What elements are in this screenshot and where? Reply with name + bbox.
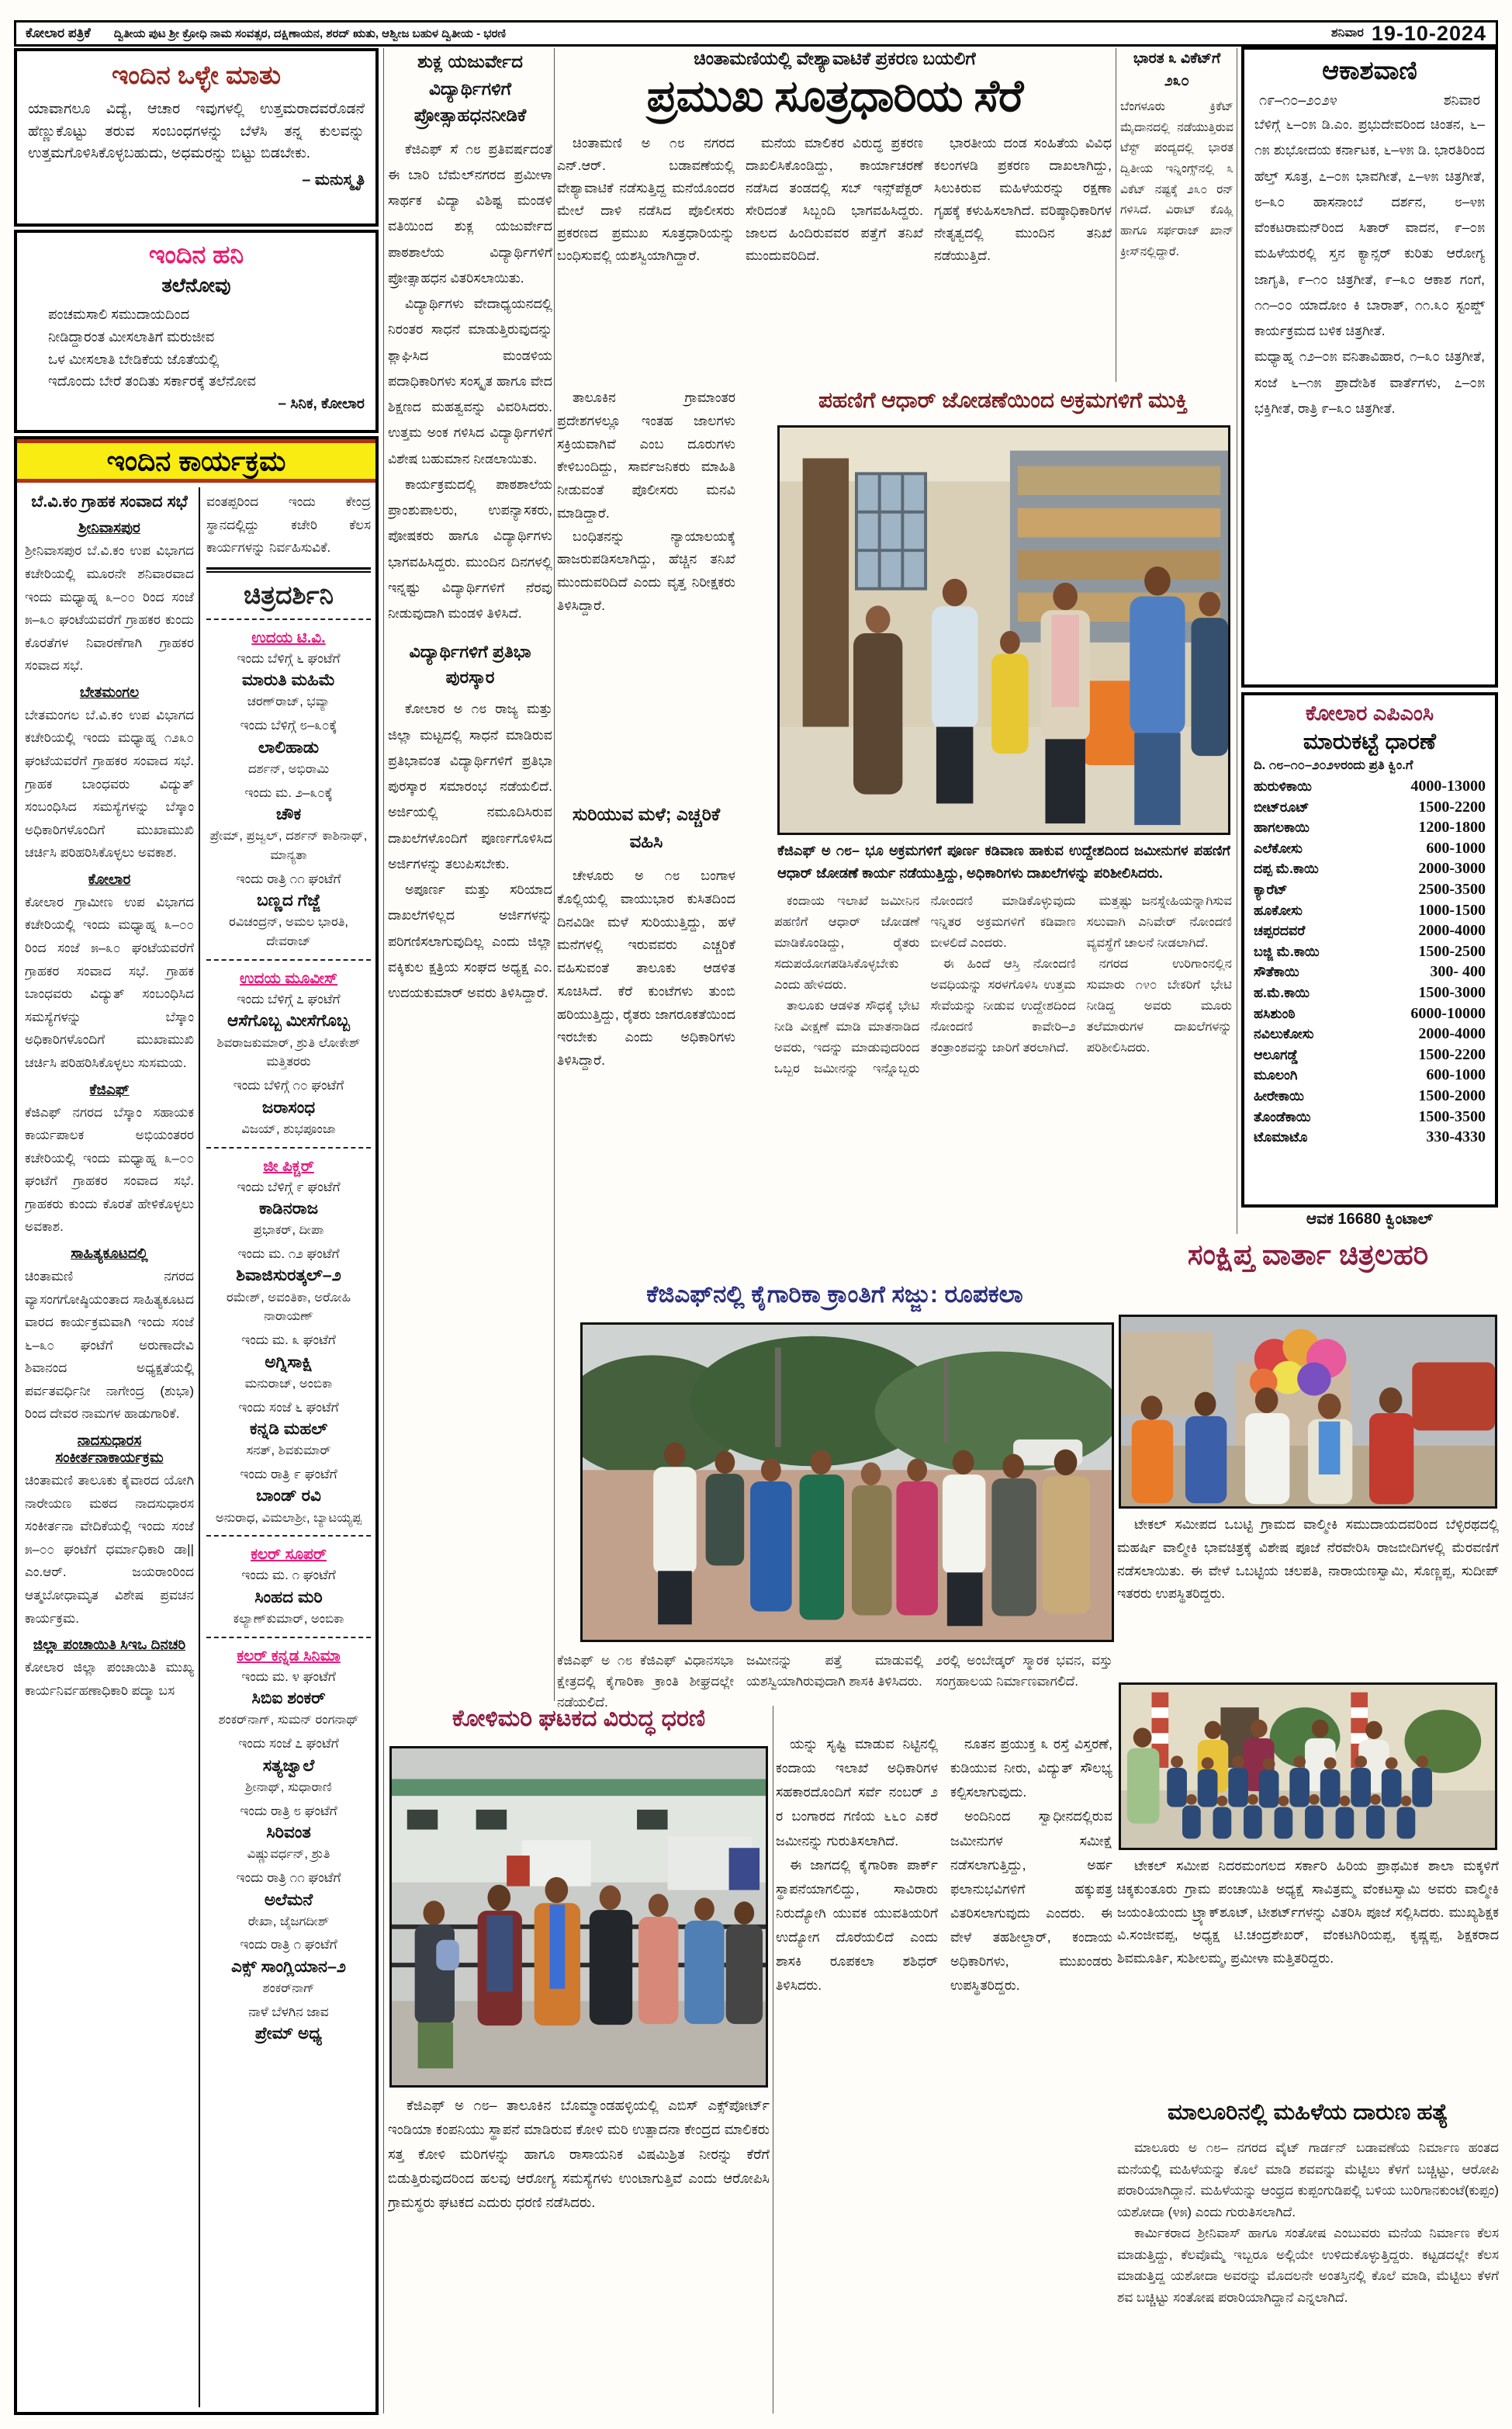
article-paragraph: ವಿದ್ಯಾರ್ಥಿಗಳು ವೇದಾಧ್ಯಯನದಲ್ಲಿ ನಿರಂತರ ಸಾಧನೆ ಮಾಡುತ್ತಿರುವುದನ್ನು ಶ್ಲಾಘಿಸಿದ ಮಂಡಳಿಯ ಪದಾಧಿಕಾರಿಗಳು ಸಂಸ್ಕೃತ ಹಾಗೂ ವೇದ ಶಿಕ್ಷಣದ ಮಹತ್ವವನ್ನು ವಿವರಿಸಿದರು. ಉತ್ತಮ ಅಂಕ ಗಳಿಸಿದ ವಿದ್ಯಾರ್ಥಿಗಳಿಗೆ ವಿಶೇಷ ಬಹುಮಾನ ನೀಡಲಾಯಿತು. xyxy=(388,296,552,466)
tv-show-cast: ಕಲ್ಯಾಣ್‌ಕುಮಾರ್, ಅಂಬಿಕಾ xyxy=(233,1612,344,1627)
commodity-price-range: 2500-3500 xyxy=(1418,880,1486,898)
programme-item xyxy=(25,1081,194,1239)
commodity-name: ಟೊಮಾಟೊ xyxy=(1254,1129,1308,1145)
radio-day: ಶನಿವಾರ xyxy=(1443,92,1480,108)
programme-item xyxy=(25,1432,194,1630)
market-rate-row xyxy=(1254,984,1486,1005)
programme-place: ಬೇತಮಂಗಲ xyxy=(79,683,140,700)
tv-show xyxy=(206,716,371,778)
commodity-price-range: 1500-3500 xyxy=(1418,1107,1486,1125)
article-paragraph: ಕೋಲಾರ ಅ ೧೮ ರಾಜ್ಯ ಮತ್ತು ಜಿಲ್ಲಾ ಮಟ್ಟದಲ್ಲಿ ಸಾಧನೆ ಮಾಡಿರುವ ಪ್ರತಿಭಾವಂತ ವಿದ್ಯಾರ್ಥಿಗಳಿಗೆ ಪ್ರತಿಭಾ ಪುರಸ್ಕಾರ ಸಮಾರಂಭ ನಡೆಯಲಿದೆ. ಅರ್ಜಿಯಲ್ಲಿ ನಮೂದಿಸಿರುವ ದಾಖಲೆಗಳೊಂದಿಗೆ ಪೂರ್ಣಗೊಳಿಸಿದ ಅರ್ಜಿಗಳನ್ನು ತಲುಪಿಸಬೇಕು. xyxy=(388,701,552,871)
briefs-para-school xyxy=(1117,1855,1499,2095)
verse-line: ನೀಡಿದ್ದಾರಂತ ಮೀಸಲಾತಿಗೆ ಮರುಜೀವ xyxy=(48,328,215,345)
programme-item xyxy=(25,871,194,1075)
tv-show-film: ಜರಾಸಂಧ xyxy=(261,1097,316,1117)
tv-show xyxy=(206,1935,371,1998)
tv-show-film: ಸಿರಿವಂತ xyxy=(266,1823,311,1842)
market-rate-row xyxy=(1254,778,1486,799)
tv-show xyxy=(206,1398,371,1461)
photo-valmiki-chariot xyxy=(1119,1315,1497,1509)
article-paragraph: ೨ರಲ್ಲಿ ಅಂಬೇಡ್ಕರ್ ಸ್ಮಾರಕ ಭವನ, ವಸ್ತು ಸಂಗ್ರಹಾಲಯ ನಿರ್ಮಾಣವಾಗಲಿದೆ. xyxy=(936,1653,1112,1689)
market-title-line2: ಮಾರುಕಟ್ಟೆ ಧಾರಣೆ xyxy=(1303,729,1437,754)
article-aadhaar-headline: ಪಹಣಿಗೆ ಆಧಾರ್ ಜೋಡಣೆಯಿಂದ ಅಕ್ರಮಗಳಿಗೆ ಮುಕ್ತಿ xyxy=(818,388,1188,412)
tv-show-film: ಬಾಂಡ್ ರವಿ xyxy=(256,1486,321,1506)
programme-detail: ಕೋಲಾರ ಜಿಲ್ಲಾ ಪಂಚಾಯಿತಿ ಮುಖ್ಯ ಕಾರ್ಯನಿರ್ವಹಣಾಧಿಕಾರಿ ಪದ್ಮಾ ಬಸ xyxy=(25,1660,194,1698)
tv-show-time: ಇಂದು ರಾತ್ರಿ ೧ ಘಂಟೆಗೆ xyxy=(240,1937,337,1953)
tv-show-time: ಇಂದು ಮ. ೨–೩೦ಕ್ಕೆ xyxy=(244,785,333,800)
tv-show-cast: ವಿಜಯ್, ಶುಭಪೂಂಜಾ xyxy=(241,1121,336,1136)
tv-show-time: ಇಂದು ಬೆಳಿಗ್ಗೆ ೬ ಘಂಟೆಗೆ xyxy=(237,650,341,666)
market-rate-row xyxy=(1254,881,1486,902)
article-paragraph: ಕೆಜಿಎಫ್ ಅ ೧೮– ತಾಲೂಕಿನ ಬೊಮ್ಮಾಂಡಹಳ್ಳಿಯಲ್ಲಿ ಎಬಿಸ್ ಎಕ್ಸ್‌ಪೋರ್ಟ್ ಇಂಡಿಯಾ ಕಂಪನಿಯು ಸ್ಥಾಪನೆ ಮಾಡಿರುವ ಕೋಳಿ ಮರಿ ಉತ್ಪಾದನಾ ಕೇಂದ್ರದ ಮಾಲಿಕರು ಸತ್ತ ಕೋಳಿ ಮರಿಗಳನ್ನು ಹಾಗೂ ರಾಸಾಯನಿಕ ವಿಷಮಿಶ್ರಿತ ನೀರನ್ನು ಕೆರೆಗೆ ಬಿಡುತ್ತಿರುವುದರಿಂದ ಹಲವು ಆರೋಗ್ಯ ಸಮಸ್ಯೆಗಳು ಉಂಟಾಗುತ್ತಿವೆ ಎಂದು ಆರೋಪಿಸಿ ಗ್ರಾಮಸ್ಥರು ಘಟಕದ ಎದುರು ಧರಣಿ ನಡೆಸಿದರು. xyxy=(388,2098,770,2211)
article-paragraph: ತಾಲೂಕಿನ ಗ್ರಾಮಾಂತರ ಪ್ರದೇಶಗಳಲ್ಲೂ ಇಂತಹ ಜಾಲಗಳು ಸಕ್ರಿಯವಾಗಿವೆ ಎಂಬ ದೂರುಗಳು ಕೇಳಿಬಂದಿದ್ದು, ಸಾರ್ವಜನಿಕರು ಮಾಹಿತಿ ನೀಡುವಂತೆ ಪೊಲೀಸರು ಮನವಿ ಮಾಡಿದ್ದಾರೆ. xyxy=(557,390,735,521)
good-word-byline: – ಮನುಸ್ಮೃತಿ xyxy=(302,171,365,189)
good-word-title: ಇಂದಿನ ಒಳ್ಳೇ ಮಾತು xyxy=(111,61,282,89)
market-title-line1: ಕೋಲಾರ ಎಪಿಎಂಸಿ xyxy=(1305,702,1434,725)
commodity-name: ಹಸಿಶುಂಠಿ xyxy=(1254,1005,1296,1021)
tv-channel xyxy=(206,1637,371,2046)
briefs-para-chariot xyxy=(1117,1513,1499,1678)
tv-guide-title: ಚಿತ್ರದರ್ಶಿನಿ xyxy=(244,580,334,609)
commodity-price-range: 1000-1500 xyxy=(1418,901,1486,919)
tv-show-film: ಆಸೆಗೊಬ್ಬ ಮೀಸೆಗೊಬ್ಬ xyxy=(227,1011,350,1031)
tv-show xyxy=(206,1868,371,1931)
tv-show xyxy=(206,783,371,865)
tv-show-film: ಪ್ರೇಮ್ ಅಧ್ಯ xyxy=(254,2024,323,2043)
daily-verse-byline: – ಸಿನಿಕ, ಕೋಲಾರ xyxy=(278,396,365,413)
article-paragraph: ಅಂದಿನಿಂದ ಸ್ವಾಧೀನದಲ್ಲಿರುವ ಜಮೀನುಗಳ ಸಮೀಕ್ಷೆ ನಡೆಸಲಾಗುತ್ತಿದ್ದು, ಅರ್ಹ ಫಲಾನುಭವಿಗಳಿಗೆ ಹಕ್ಕುಪತ್ರ ವಿತರಿಸಲಾಗುವುದು ಎಂದರು. ಈ ವೇಳೆ ತಹಶೀಲ್ದಾರ್, ಕಂದಾಯ ಅಧಿಕಾರಿಗಳು, ಮುಖಂಡರು ಉಪಸ್ಥಿತರಿದ್ದರು. xyxy=(950,1808,1112,1994)
commodity-price-range: 1500-2200 xyxy=(1418,798,1486,816)
commodity-name: ಬೀಟ್‌ರೂಟ್ xyxy=(1254,799,1310,815)
article-paragraph: ಟೇಕಲ್ ಸಮೀಪ ನಿದರಮಂಗಲದ ಸರ್ಕಾರಿ ಹಿರಿಯ ಪ್ರಾಥಮಿಕ ಶಾಲಾ ಮಕ್ಕಳಿಗೆ ಚಿಕ್ಕಕುಂತೂರು ಗ್ರಾಮ ಪಂಚಾಯಿತಿ ಅಧ್ಯಕ್ಷೆ ಸಾವಿತ್ರಮ್ಮ ವೆಂಕಟಸ್ವಾಮಿ ಅವರು ವಾಲ್ಮೀಕಿ ಜಯಂತಿಯಂದು ಟ್ರ್ಯಾಕ್‌ಶೂಟ್, ಟೀಶರ್ಟ್‌ಗಳನ್ನು ವಿತರಿಸಿ ಪೂಜೆ ಸಲ್ಲಿಸಿದರು. ಮುಖ್ಯಶಿಕ್ಷಕ ವಿ.ಸಂಜೀವಪ್ಪ, ಅಧ್ಯಕ್ಷ ಟಿ.ಚಂದ್ರಶೇಖರ್, ವೆಂಕಟಗಿರಿಯಪ್ಪ, ಕೃಷ್ಣಪ್ಪ, ಶಿಕ್ಷಕರಾದ ಶಿವಮೂರ್ತಿ, ಸುಶೀಲಮ್ಮ, ಪ್ರಮೀಳಾ ಮತ್ತಿತರಿದ್ದರು. xyxy=(1117,1858,1499,1966)
commodity-price-range: 1500-3000 xyxy=(1418,983,1486,1001)
commodity-price-range: 330-4330 xyxy=(1426,1128,1486,1146)
tv-channel xyxy=(206,1147,371,1528)
tv-show-film: ಅಲೆಮನೆ xyxy=(264,1890,313,1909)
programmes-header-bar xyxy=(17,439,375,483)
market-rate-row xyxy=(1254,943,1486,964)
tv-show-film: ಲಾಲಿಹಾಡು xyxy=(258,737,320,757)
commodity-price-range: 2000-3000 xyxy=(1418,860,1486,878)
article-kicker: ಚಿಂತಾಮಣಿಯಲ್ಲಿ ವೇಶ್ಯಾವಾಟಿಕೆ ಪ್ರಕರಣ ಬಯಲಿಗೆ xyxy=(694,48,976,68)
tv-channel xyxy=(206,1535,371,1628)
market-rate-row xyxy=(1254,1005,1486,1026)
tv-channel-name: ಕಲರ್ ಸೂಪರ್ xyxy=(251,1546,327,1564)
weekday: ಶನಿವಾರ xyxy=(1330,26,1364,40)
programmes-list xyxy=(25,490,194,2406)
programme-place: ಶ್ರೀನಿವಾಸಪುರ xyxy=(78,519,140,536)
programme-detail: ಚಿಂತಾಮಣಿ ತಾಲೂಕು ಕೈವಾರದ ಯೋಗಿ ನಾರೇಯಣ ಮಠದ ನಾದಸುಧಾರಸ ಸಂಕೀರ್ತನಾ ವೇದಿಕೆಯಲ್ಲಿ ಇಂದು ಸಂಜೆ ೫–೦೦ ಘಂಟೆಗೆ ಧರ್ಮಾಧಿಕಾರಿ ಡಾ|| ಎಂ.ಆರ್. ಜಯರಾಂರಿಂದ ಆತ್ಮಬೋಧಾಮೃತ ವಿಶೇಷ ಪ್ರವಚನ ಕಾರ್ಯಕ್ರಮ. xyxy=(25,1473,194,1626)
tv-show xyxy=(206,1565,371,1628)
tv-show-film: ಕನ್ನಡಿ ಮಹಲ್ xyxy=(249,1419,328,1439)
tv-show-film: ಸಿಂಹದ ಮರಿ xyxy=(254,1587,323,1606)
tv-show-film: ಸಿಬಿಐ ಶಂಕರ್ xyxy=(251,1689,326,1708)
market-rate-row xyxy=(1254,1066,1486,1087)
market-rate-row xyxy=(1254,902,1486,923)
programme-item xyxy=(25,519,194,677)
commodity-name: ಎಲೆಕೋಸು xyxy=(1254,840,1303,856)
programme-place: ಕೆಜಿಎಫ್ xyxy=(89,1080,130,1097)
radio-schedule-paragraph: ಬೆಳಿಗ್ಗೆ ೬–೦೫ ಡಿ.ಎಂ. ಪ್ರಭುದೇವರಿಂದ ಚಿಂತನ, ೬–೧೫ ಶುಭೋದಯ ಕರ್ನಾಟಕ, ೬–೪೫ ಡಿ. ಭಾರತಿರಿಂದ ಹೆಲ್ತ್ ಸೂತ್ರ, ೭–೦೫ ಭಾವಗೀತೆ, ೭–೪೫ ಚಿತ್ರಗೀತೆ, ೮–೩೦ ಹಾಸನಾಂಬೆ ದರ್ಶನ, ೮–೪೫ ವೆಂಕಟರಾಮನ್‌ರಿಂದ ಸಿತಾರ್ ವಾದನ, ೯–೦೫ ಮಹಿಳೆಯರಲ್ಲಿ ಸ್ತನ ಕ್ಯಾನ್ಸರ್ ಕುರಿತು ಆರೋಗ್ಯ ಜಾಗೃತಿ, ೯–೧೦ ಚಿತ್ರಗೀತೆ, ೯–೩೦ ಆಕಾಶ ಗಂಗೆ, ೧೧–೦೦ ಯಾದೋಂ ಕಿ ಬಾರಾತ್, ೧೧.೩೦ ಸ್ಟಂಪ್ಡ್ ಕಾರ್ಯಕ್ರಮದ ಬಳಿಕ ಚಿತ್ರಗೀತೆ. xyxy=(1254,116,1485,338)
tv-show-film: ಎಕ್ಸ್ ಸಾಂಗ್ಲಿಯಾನ–೨ xyxy=(231,1956,346,1976)
market-rate-row xyxy=(1254,1128,1486,1149)
programme-place: ನಾದಸುಧಾರಸ ಸಂಕೀರ್ತನಾಕಾರ್ಯಕ್ರಮ xyxy=(55,1432,164,1466)
article-kgf-body xyxy=(776,1732,1112,2413)
article-kgf-headline: ಕೆಜಿಎಫ್‌ನಲ್ಲಿ ಕೈಗಾರಿಕಾ ಕ್ರಾಂತಿಗೆ ಸಜ್ಜು: ರೂಪಕಲಾ xyxy=(646,1280,1023,1308)
column-rule xyxy=(554,48,555,1701)
tv-show xyxy=(206,1076,371,1138)
daily-verse-subtitle: ತಲೆನೋವು xyxy=(161,275,231,296)
tv-show xyxy=(206,2002,371,2046)
tv-channel-name: ಕಲರ್ ಕನ್ನಡ ಸಿನಿಮಾ xyxy=(237,1647,341,1665)
tv-show xyxy=(206,869,371,951)
article-headline-main: ಪ್ರಮುಖ ಸೂತ್ರಧಾರಿಯ ಸೆರೆ xyxy=(646,71,1023,121)
radio-schedule-paragraph: ಮಧ್ಯಾಹ್ನ ೧೨–೦೫ ವನಿತಾವಿಹಾರ, ೧–೩೦ ಚಿತ್ರಗೀತೆ, ಸಂಜೆ ೬–೧೫ ಪ್ರಾದೇಶಿಕ ವಾರ್ತೆಗಳು, ೭–೦೫ ಭಕ್ತಿಗೀತೆ, ರಾತ್ರಿ ೯–೩೦ ಚಿತ್ರಗೀತೆ. xyxy=(1254,348,1485,416)
market-rate-row xyxy=(1254,963,1486,984)
tv-show-cast: ಅನುರಾಧ, ವಿಮಲಾಶ್ರೀ, ಬ್ಯಾಟಯ್ಯಪ್ಪ xyxy=(215,1510,362,1525)
commodity-name: ನವಿಲುಕೋಸು xyxy=(1254,1026,1314,1042)
market-rate-row xyxy=(1254,922,1486,943)
masthead xyxy=(14,20,1498,47)
commodity-name: ಹೀರೇಕಾಯಿ xyxy=(1254,1087,1304,1104)
tv-show xyxy=(206,989,371,1072)
tv-show-cast: ಮನುರಾಜ್, ಅಂಬಿಕಾ xyxy=(244,1376,333,1391)
article-paragraph: ನಗರದ ಉರಿಗಾಂನಲ್ಲಿನ ಸುಮಾರು ೧೪೦ ಬೇಕರಿಗೆ ಭೇಟಿ ನೀಡಿದ್ದ ಅವರು ಮೂರು ತಲೆಮಾರುಗಳ ದಾಖಲೆಗಳನ್ನು ಪರಿಶೀಲಿಸಿದರು. xyxy=(1086,957,1232,1055)
programme-item xyxy=(25,684,194,865)
tv-show-film: ಮಾರುತಿ ಮಹಿಮೆ xyxy=(241,670,336,690)
tv-show-time: ಇಂದು ಮ. ೩ ಘಂಟೆಗೆ xyxy=(241,1332,336,1348)
tv-show-time: ಇಂದು ರಾತ್ರಿ ೮ ಘಂಟೆಗೆ xyxy=(240,1803,337,1818)
commodity-price-range: 600-1000 xyxy=(1426,1066,1486,1084)
programme-continuation: ವಂತಪ್ಪರಿಂದ ಇಂದು ಕೇಂದ್ರ ಸ್ಥಾನದಲ್ಲಿದ್ದು ಕಚೇರಿ ಕೆಲಸ ಕಾರ್ಯಗಳನ್ನು ನಿರ್ವಹಿಸುವಿಕೆ. xyxy=(206,494,371,556)
tv-show-film: ಶಿವಾಜಿಸುರತ್ಕಲ್–೨ xyxy=(236,1266,341,1285)
article-paragraph: ಕಂದಾಯ ಇಲಾಖೆ ಜಮೀನಿನ ಪಹಣಿಗೆ ಆಧಾರ್ ಜೋಡಣೆ ಮಾಡಿಕೊಂಡಿದ್ದು, ರೈತರು ಸದುಪಯೋಗಪಡಿಸಿಕೊಳ್ಳಬೇಕು ಎಂದು ಹೇಳಿದರು. xyxy=(774,894,920,993)
article-main-arrest xyxy=(557,48,1112,383)
tv-show-cast: ವಿಷ್ಣುವರ್ಧನ್, ಶ್ರುತಿ xyxy=(247,1847,330,1862)
tv-show-time: ಇಂದು ಬೆಳಿಗ್ಗೆ ೯ ಘಂಟೆಗೆ xyxy=(237,1179,341,1194)
article-poultry-body xyxy=(388,2094,770,2413)
photo-school-tracksuits xyxy=(1119,1682,1497,1850)
tv-show-time: ಇಂದು ರಾತ್ರಿ ೧೧ ಘಂಟೆಗೆ xyxy=(236,1870,341,1886)
radio-schedule-box xyxy=(1241,47,1498,688)
programme-place: ಜಿಲ್ಲಾ ಪಂಚಾಯಿತಿ ಸಿಇಒ ದಿನಚರಿ xyxy=(33,1636,186,1653)
programme-detail: ಕೋಲಾರ ಗ್ರಾಮೀಣ ಉಪ ವಿಭಾಗದ ಕಚೇರಿಯಲ್ಲಿ ಇಂದು ಮಧ್ಯಾಹ್ನ ೩–೦೦ ರಿಂದ ಸಂಜೆ ೫–೩೦ ಘಂಟೆಯವರೆಗೆ ಗ್ರಾಹಕರ ಸಂವಾದ ಸಭೆ. ಗ್ರಾಹಕ ಬಾಂಧವರು ವಿದ್ಯುತ್ ಸಂಬಂಧಿಸಿದ ಸಮಸ್ಯೆಗಳನ್ನು ಬೆಸ್ಕಾಂ ಅಧಿಕಾರಿಗಳೊಂದಿಗೆ ಮುಖಾಮುಖಿ ಚರ್ಚಿಸಿ ಪರಿಹರಿಸಿಕೊಳ್ಳಲು ಸುಸಮಯ. xyxy=(25,894,194,1070)
commodity-price-range: 2000-4000 xyxy=(1418,922,1486,940)
article-main-continuation xyxy=(557,386,735,796)
photo-caption-aadhaar: ಕೆಜಿಎಫ್ ಅ ೧೮– ಭೂ ಅಕ್ರಮಗಳಿಗೆ ಪೂರ್ಣ ಕಡಿವಾಣ ಹಾಕುವ ಉದ್ದೇಶದಿಂದ ಜಮೀನುಗಳ ಪಹಣಿಗೆ ಆಧಾರ್ ಜೋಡಣೆ ಕಾರ್ಯ ನಡೆಯುತ್ತಿದ್ದು, ಅಧಿಕಾರಿಗಳು ದಾಖಲೆಗಳನ್ನು ಪರಿಶೀಲಿಸಿದರು. xyxy=(777,843,1230,881)
commodity-price-range: 6000-10000 xyxy=(1410,1004,1486,1022)
commodity-name: ಹುರುಳಿಕಾಯಿ xyxy=(1254,778,1312,794)
programme-item xyxy=(25,1636,194,1702)
commodity-price-range: 1500-2500 xyxy=(1418,942,1486,960)
tv-show-time: ಇಂದು ಮ. ೧ ಘಂಟೆಗೆ xyxy=(241,1568,336,1583)
article-column-text: ಮನೆಯ ಮಾಲಿಕರ ವಿರುದ್ಧ ಪ್ರಕರಣ ದಾಖಲಿಸಿಕೊಂಡಿದ್ದು, ಕಾರ್ಯಾಚರಣೆ ನಡೆಸಿದ ತಂಡದಲ್ಲಿ ಸಬ್ ಇನ್ಸ್‌ಪೆಕ್ಟರ್ ಸೇರಿದಂತೆ ಸಿಬ್ಬಂದಿ ಭಾಗವಹಿಸಿದ್ದರು. ಜಾಲದ ಹಿಂದಿರುವವರ ಪತ್ತೆಗೆ ತನಿಖೆ ಮುಂದುವರಿದಿದೆ. xyxy=(746,135,923,264)
article-paragraph: ಕಾರ್ಯಕ್ರಮದಲ್ಲಿ ಪಾಠಶಾಲೆಯ ಪ್ರಾಂಶುಪಾಲರು, ಉಪನ್ಯಾಸಕರು, ಪೋಷಕರು ಹಾಗೂ ವಿದ್ಯಾರ್ಥಿಗಳು ಭಾಗವಹಿಸಿದ್ದರು. ಮುಂದಿನ ದಿನಗಳಲ್ಲಿ ಇನ್ನಷ್ಟು ವಿದ್ಯಾರ್ಥಿಗಳಿಗೆ ನೆರವು ನೀಡುವುದಾಗಿ ಮಂಡಳಿ ತಿಳಿಸಿದೆ. xyxy=(388,476,552,621)
tv-show-cast: ಸನತ್, ಶಿವಕುಮಾರ್ xyxy=(246,1443,331,1458)
tv-show-film: ಚೌಕ xyxy=(275,805,302,824)
market-rates-box xyxy=(1241,692,1498,1208)
commodity-name: ಆಲೂಗಡ್ಡೆ xyxy=(1254,1046,1299,1062)
tv-show-cast: ರಮೇಶ್, ಅವಂತಿಕಾ, ಅರೋಹಿ ನಾರಾಯಣ್ xyxy=(226,1290,351,1324)
article-paragraph: ಕೆಜಿಎಫ್ ಅ ೧೮ ಕೆಜಿಎಫ್ ವಿಧಾನಸಭಾ ಕ್ಷೇತ್ರದಲ್ಲಿ ಕೈಗಾರಿಕಾ ಕ್ರಾಂತಿ ಶೀಘ್ರದಲ್ಲೇ ನಡೆಯಲಿದೆ. xyxy=(557,1653,734,1710)
market-rate-row xyxy=(1254,860,1486,881)
article-column-text: ಭಾರತೀಯ ದಂಡ ಸಂಹಿತೆಯ ವಿವಿಧ ಕಲಂಗಳಡಿ ಪ್ರಕರಣ ದಾಖಲಾಗಿದ್ದು, ಸಿಲುಕಿರುವ ಮಹಿಳೆಯರನ್ನು ರಕ್ಷಣಾ ಗೃಹಕ್ಕೆ ಕಳುಹಿಸಲಾಗಿದೆ. ವರಿಷ್ಠಾಧಿಕಾರಿಗಳ ನೇತೃತ್ವದಲ್ಲಿ ಮುಂದಿನ ತನಿಖೆ ನಡೆಯುತ್ತಿದೆ. xyxy=(934,135,1112,264)
tv-show-film: ಬಣ್ಣದ ಗೆಜ್ಜೆ xyxy=(257,891,320,910)
tv-show xyxy=(206,1734,371,1797)
daily-verse-title: ಇಂದಿನ ಹನಿ xyxy=(148,241,244,269)
commodity-name: ಹ.ಮೆ.ಕಾಯಿ xyxy=(1254,984,1310,1000)
article-column-text: ಚಿಂತಾಮಣಿ ಅ ೧೮ ನಗರದ ಎನ್.ಆರ್. ಬಡಾವಣೆಯಲ್ಲಿ ವೇಶ್ಯಾವಾಟಿಕೆ ನಡೆಸುತ್ತಿದ್ದ ಮನೆಯೊಂದರ ಮೇಲೆ ದಾಳಿ ನಡೆಸಿದ ಪೊಲೀಸರು ಪ್ರಕರಣದ ಪ್ರಮುಖ ಸೂತ್ರಧಾರಿಯನ್ನು ಬಂಧಿಸುವಲ್ಲಿ ಯಶಸ್ವಿಯಾಗಿದ್ದಾರೆ. xyxy=(557,135,735,264)
tv-show-time: ಇಂದು ರಾತ್ರಿ ೯ ಘಂಟೆಗೆ xyxy=(240,1466,337,1481)
tv-show xyxy=(206,1244,371,1326)
article-poultry-headline: ಕೋಳಿಮರಿ ಘಟಕದ ವಿರುದ್ಧ ಧರಣಿ xyxy=(452,1706,706,1731)
tv-show-time: ನಾಳೆ ಬೆಳಗಿನ ಜಾವ xyxy=(248,2004,329,2019)
article-paragraph: ಟೇಕಲ್ ಸಮೀಪದ ಒಬಟ್ಟಿ ಗ್ರಾಮದ ವಾಲ್ಮೀಕಿ ಸಮುದಾಯದವರಿಂದ ಬೆಳ್ಳಿರಥದಲ್ಲಿ ಮಹರ್ಷಿ ವಾಲ್ಮೀಕಿ ಭಾವಚಿತ್ರಕ್ಕೆ ವಿಶೇಷ ಪೂಜೆ ನೆರವೇರಿಸಿ ರಾಜಬೀದಿಗಳಲ್ಲಿ ಮೆರವಣಿಗೆ ನಡೆಸಲಾಯಿತು. ಈ ವೇಳೆ ಒಬಟ್ಟಿಯ ಚಲಪತಿ, ನಾರಾಯಣಸ್ವಾಮಿ, ಸೊಣ್ಣಪ್ಪ, ಸುದೀಪ್ ಇತರರು ಉಪಸ್ಥಿತರಿದ್ದರು. xyxy=(1117,1516,1499,1602)
programmes-title: ಇಂದಿನ ಕಾರ್ಯಕ್ರಮ xyxy=(106,444,286,476)
market-dateline: ದಿ. ೧೮–೧೦–೨೦೨೪ರಂದು ಪ್ರತಿ ಕ್ವಿಂ.ಗೆ xyxy=(1254,758,1413,772)
programme-detail: ಕೆಜಿಎಫ್ ನಗರದ ಬೆಸ್ಕಾಂ ಸಹಾಯಕ ಕಾರ್ಯಪಾಲಕ ಅಭಿಯಂತರರ ಕಚೇರಿಯಲ್ಲಿ ಇಂದು ಮಧ್ಯಾಹ್ನ ೩–೦೦ ಘಂಟೆಗೆ ಗ್ರಾಹಕರ ಸಂವಾದ ಸಭೆ. ಗ್ರಾಹಕರು ಕುಂದು ಕೊರತೆ ಹೇಳಿಕೊಳ್ಳಲು ಅವಕಾಶ. xyxy=(25,1104,194,1235)
programme-detail: ಬೇತಮಂಗಲ ಬೆ.ವಿ.ಕಂ ಉಪ ವಿಭಾಗದ ಕಚೇರಿಯಲ್ಲಿ ಇಂದು ಮಧ್ಯಾಹ್ನ ೧೨೩೦ ಘಂಟೆಯವರೆಗೆ ಗ್ರಾಹಕರ ಸಂವಾದ ಸಭೆ. ಗ್ರಾಹಕ ಬಾಂಧವರು ವಿದ್ಯುತ್ ಸಂಬಂಧಿಸಿದ ಸಮಸ್ಯೆಗಳನ್ನು ಬೆಸ್ಕಾಂ ಅಧಿಕಾರಿಗಳೊಂದಿಗೆ ಮುಖಾಮುಖಿ ಚರ್ಚಿಸಿ ಪರಿಹರಿಸಿಕೊಳ್ಳಲು ಅವಕಾಶ. xyxy=(25,707,194,861)
almanac-line: ದ್ವಿತೀಯ ಪುಟ ಶ್ರೀ ಕ್ರೋಧಿ ನಾಮ ಸಂವತ್ಸರ, ದಕ್ಷಿಣಾಯನ, ಶರದ್ ಋತು, ಆಶ್ವೀಜ ಬಹುಳ ದ್ವಿತೀಯ - ಭರಣಿ xyxy=(113,26,507,40)
commodity-price-range: 1500-2000 xyxy=(1418,1086,1486,1104)
photo-aadhaar-record-room xyxy=(777,425,1230,835)
column-rule xyxy=(383,48,384,2413)
tv-channel-name: ಉದಯ ಟಿ.ವಿ. xyxy=(251,629,326,646)
article-paragraph: ತಾಲೂಕು ಆಡಳಿತ ಸೌಧಕ್ಕೆ ಭೇಟಿ ನೀಡಿ ವೀಕ್ಷಣೆ ಮಾಡಿ ಮಾತನಾಡಿದ ಅವರು, ಇದನ್ನು ಮಾಡುವುದರಿಂದ ಒಬ್ಬರ ಜಮೀನನ್ನು ಇನ್ನೊಬ್ಬರು ನೋಂದಣಿ ಮಾಡಿಕೊಳ್ಳುವುದು ಇನ್ನಿತರ ಅಕ್ರಮಗಳಿಗೆ ಕಡಿವಾಣ ಬೀಳಲಿದೆ ಎಂದರು. xyxy=(774,894,1076,1076)
commodity-name: ಹಾಗಲಕಾಯಿ xyxy=(1254,819,1310,836)
programme-detail: ಶ್ರೀನಿವಾಸಪುರ ಬೆ.ವಿ.ಕಂ ಉಪ ವಿಭಾಗದ ಕಚೇರಿಯಲ್ಲಿ ಮೂರನೇ ಶನಿವಾರವಾದ ಇಂದು ಮಧ್ಯಾಹ್ನ ೩–೦೦ ರಿಂದ ಸಂಜೆ ೫–೩೦ ಘಂಟೆಯವರೆಗೆ ಗ್ರಾಹಕರ ಕುಂದು ಕೊರತೆಗಳ ನಿವಾರಣೆಗಾಗಿ ಗ್ರಾಹಕರ ಸಂವಾದ ಸಭೆ. xyxy=(25,543,194,674)
tv-show xyxy=(206,1177,371,1240)
market-rate-row xyxy=(1254,840,1486,861)
commodity-price-range: 600-1000 xyxy=(1426,839,1486,857)
article-paragraph: ಚೇಳೂರು ಅ ೧೮ ಬಂಗಾಳ ಕೊಲ್ಲಿಯಲ್ಲಿ ವಾಯುಭಾರ ಕುಸಿತದಿಂದ ದಿನವಿಡೀ ಮಳೆ ಸುರಿಯುತ್ತಿದ್ದು, ಹಳೆ ಮನೆಗಳಲ್ಲಿ ಇರುವವರು ಎಚ್ಚರಿಕೆ ವಹಿಸುವಂತೆ ತಾಲೂಕು ಆಡಳಿತ ಸೂಚಿಸಿದೆ. ಕೆರೆ ಕುಂಟೆಗಳು ತುಂಬಿ ಹರಿಯುತ್ತಿದ್ದು, ರೈತರು ಜಾಗರೂಕತೆಯಿಂದ ಇರಬೇಕು ಎಂದು ಅಧಿಕಾರಿಗಳು ತಿಳಿಸಿದ್ದಾರೆ. xyxy=(557,868,735,1068)
market-rate-row xyxy=(1254,1087,1486,1108)
daily-verse-box xyxy=(14,230,379,433)
commodity-price-range: 1200-1800 xyxy=(1418,819,1486,837)
commodity-price-range: 4000-13000 xyxy=(1410,778,1486,795)
tv-show-cast: ಪ್ರಭಾಕರ್, ದೀಪಾ xyxy=(253,1223,324,1238)
commodity-price-range: 1500-2200 xyxy=(1418,1045,1486,1063)
commodity-name: ಕ್ಯಾರೆಟ್ xyxy=(1254,881,1288,897)
commodity-price-range: 300- 400 xyxy=(1430,963,1486,981)
programme-place: ಕೋಲಾರ xyxy=(88,870,131,887)
article-paragraph: ಕೆಜಿಎಫ್ ಸೆ ೧೮ ಪ್ರತಿವರ್ಷದಂತೆ ಈ ಬಾರಿ ಬೆಮೆಲ್‌ನಗರದ ಪ್ರಮೀಳಾ ಸಾರ್ಥಕ ವಿದ್ಯಾ ವಿಶಿಷ್ಟ ಮಂಡಳಿ ವತಿಯಿಂದ ಶುಕ್ಲ ಯಜುರ್ವೇದ ಪಾಠಶಾಲೆಯ ವಿದ್ಯಾರ್ಥಿಗಳಿಗೆ ಪ್ರೋತ್ಸಾಹಧನ ವಿತರಿಸಲಾಯಿತು. xyxy=(388,140,552,286)
article-paragraph: ಮಾಲೂರು ಅ ೧೮– ನಗರದ ವೈಟ್ ಗಾರ್ಡನ್ ಬಡಾವಣೆಯ ನಿರ್ಮಾಣ ಹಂತದ ಮನೆಯಲ್ಲಿ ಮಹಿಳೆಯನ್ನು ಕೊಲೆ ಮಾಡಿ ಶವವನ್ನು ಮೆಟ್ಟಿಲು ಕೆಳಗೆ ಬಚ್ಚಿಟ್ಟು, ಆರೋಪಿ ಪರಾರಿಯಾಗಿದ್ದಾನೆ. ಮಹಿಳೆಯನ್ನು ಆಂಧ್ರದ ಕುಪ್ಪಂಗುಡಿಪಲ್ಲಿ ಬಳಿಯ ಬುರಿಗಾನಕುಂಟೆ(ಕುಪ್ಪಂ) ಯಶೋದಾ (೪೫) ಎಂದು ಗುರುತಿಸಲಾಗಿದೆ. xyxy=(1117,2140,1499,2219)
double-rule xyxy=(206,567,371,573)
paper-name: ಕೋಲಾರ ಪತ್ರಿಕೆ xyxy=(26,26,91,40)
tv-show xyxy=(206,1801,371,1864)
tv-show xyxy=(206,649,371,712)
article-paragraph: ಬಂಧಿತನನ್ನು ನ್ಯಾಯಾಲಯಕ್ಕೆ ಹಾಜರುಪಡಿಸಲಾಗಿದ್ದು, ಹೆಚ್ಚಿನ ತನಿಖೆ ಮುಂದುವರಿದಿದೆ ಎಂದು ವೃತ್ತ ನಿರೀಕ್ಷಕರು ತಿಳಿಸಿದ್ದಾರೆ. xyxy=(557,528,735,613)
commodity-name: ಹೂಕೋಸು xyxy=(1254,902,1303,918)
tv-show-cast: ಶ್ರೀನಾಥ್, ಸುಧಾರಾಣಿ xyxy=(245,1779,332,1794)
tv-show xyxy=(206,1667,371,1730)
commodity-name: ಚಪ್ಪರದವರೆ xyxy=(1254,923,1306,939)
tv-show xyxy=(206,1330,371,1393)
programme-detail: ಚಿಂತಾಮಣಿ ನಗರದ ವ್ಯಾಸಂಗಗೋಷ್ಠಿಯಂತಾದ ಸಾಹಿತ್ಯಕೂಟದ ವಾರದ ಕಾರ್ಯಕ್ರಮವಾಗಿ ಇಂದು ಸಂಜೆ ೬–೩೦ ಘಂಟೆಗೆ ಅರುಣಾದೇವಿ ಶಿವಾನಂದ ಅಧ್ಯಕ್ಷತೆಯಲ್ಲಿ ಪರ್ವತವರ್ಧಿನೀ ನಾಗೇಂದ್ರ (ಶುಭಾ) ರಿಂದ ದೇವರ ನಾಮಗಳ ಹಾಡುಗಾರಿಕೆ. xyxy=(25,1269,194,1422)
article-rain-body xyxy=(557,865,735,1234)
issue-date: 19-10-2024 xyxy=(1371,21,1486,45)
tv-show-cast: ಪ್ರೇಮ್, ಪ್ರಜ್ವಲ್, ದರ್ಶನ್ ಕಾಶಿನಾಥ್, ಮಾನ್ಯತಾ xyxy=(209,829,368,862)
tv-show-time: ಇಂದು ಮ. ೪ ಘಂಟೆಗೆ xyxy=(241,1668,336,1684)
commodity-name: ತೊಂಡೆಕಾಯಿ xyxy=(1254,1108,1311,1124)
tv-show xyxy=(206,1464,371,1527)
tv-show-cast: ಶಿವರಾಜಕುಮಾರ್, ಶ್ರುತಿ ಲೋಕೇಶ್ ಮತ್ತಿತರರು xyxy=(216,1035,361,1069)
article-paragraph: ಈ ಜಾಗದಲ್ಲಿ ಕೈಗಾರಿಕಾ ಪಾರ್ಕ್ ಸ್ಥಾಪನೆಯಾಗಲಿದ್ದು, ಸಾವಿರಾರು ನಿರುದ್ಯೋಗಿ ಯುವಕ ಯುವತಿಯರಿಗೆ ಉದ್ಯೋಗ ದೊರೆಯಲಿದೆ ಎಂದು ಶಾಸಕಿ ರೂಪಕಲಾ ಶಶಿಧರ್ ತಿಳಿಸಿದರು. xyxy=(776,1856,938,1994)
market-arrival-total: ಆವಕ 16680 ಕ್ವಿಂಟಾಲ್ xyxy=(1306,1211,1434,1228)
tv-show-time: ಇಂದು ಬೆಳಿಗ್ಗೆ ೮–೩೦ಕ್ಕೆ xyxy=(240,718,337,733)
radio-title: ಆಕಾಶವಾಣಿ xyxy=(1322,56,1417,85)
radio-date: ೧೯–೧೦–೨೦೨೪ xyxy=(1259,92,1337,108)
article-malur-body xyxy=(1117,2137,1499,2417)
cricket-body: ಬೆಂಗಳೂರು ಕ್ರಿಕೆಟ್ ಮೈದಾನದಲ್ಲಿ ನಡೆಯುತ್ತಿರುವ ಟೆಸ್ಟ್ ಪಂದ್ಯದಲ್ಲಿ ಭಾರತ ದ್ವಿತೀಯ ಇನ್ನಿಂಗ್ಸ್‌ನಲ್ಲಿ ೩ ವಿಕೆಟ್ ನಷ್ಟಕ್ಕೆ ೨೩೦ ರನ್ ಗಳಿಸಿದೆ. ವಿರಾಟ್ ಕೊಹ್ಲಿ ಹಾಗೂ ಸರ್ಫರಾಜ್ ಖಾನ್ ಕ್ರೀಸ್‌ನಲ್ಲಿದ್ದಾರೆ. xyxy=(1120,100,1233,258)
market-rate-row xyxy=(1254,1108,1486,1129)
tv-show-time: ಇಂದು ಸಂಜೆ ೭ ಘಂಟೆಗೆ xyxy=(238,1736,339,1752)
article-paragraph: ನೂತನ ಪ್ರಯುಕ್ತ ೩ ರಸ್ತೆ ವಿಸ್ತರಣೆ, ಕುಡಿಯುವ ನೀರು, ವಿದ್ಯುತ್ ಸೌಲಭ್ಯ ಕಲ್ಪಿಸಲಾಗುವುದು. xyxy=(950,1736,1112,1800)
tv-show-cast: ಚರಣ್‌ರಾಜ್, ಭವ್ಯಾ xyxy=(247,695,330,709)
tv-show-cast: ರೇಖಾ, ಜೈಜಗದೀಶ್ xyxy=(247,1914,330,1928)
article-rain-headline: ಸುರಿಯುವ ಮಳೆ; ಎಚ್ಚರಿಕೆ ವಹಿಸಿ xyxy=(572,804,721,851)
article-subhead: ವಿದ್ಯಾರ್ಥಿಗಳಿಗೆ ಪ್ರತಿಭಾ ಪುರಸ್ಕಾರ xyxy=(409,642,531,688)
tv-channel-name: ಉದಯ ಮೂವೀಸ್ xyxy=(240,969,337,987)
article-shukla-yajurveda xyxy=(388,48,552,1703)
tv-show-time: ಇಂದು ಬೆಳಿಗ್ಗೆ ೭ ಘಂಟೆಗೆ xyxy=(237,991,341,1007)
article-headline: ಶುಕ್ಲ ಯಜುರ್ವೇದ ವಿದ್ಯಾರ್ಥಿಗಳಿಗೆ ಪ್ರೋತ್ಸಾಹಧನನೀಡಿಕೆ xyxy=(413,51,527,125)
good-word-box xyxy=(14,48,379,227)
article-paragraph: ಈ ಹಿಂದೆ ಆಸ್ತಿ ನೋಂದಣಿ ಅವಧಿಯನ್ನು ಸರಳಗೊಳಿಸಿ ಉತ್ತಮ ಸೇವೆಯನ್ನು ನೀಡುವ ಉದ್ದೇಶದಿಂದ ನೋಂದಣಿ ಕಾವೇರಿ–೨ ತಂತ್ರಾಂಶವನ್ನು ಜಾರಿಗೆ ತರಲಾಗಿದೆ. xyxy=(930,957,1076,1055)
article-cricket-brief xyxy=(1120,48,1233,383)
market-rate-row xyxy=(1254,799,1486,819)
photo-kgf-officials xyxy=(580,1322,1114,1642)
article-paragraph: ಜಮೀನನ್ನು ಪತ್ತೆ ಮಾಡುವಲ್ಲಿ ಯಶಸ್ವಿಯಾಗಿರುವುದಾಗಿ ಶಾಸಕಿ ತಿಳಿಸಿದರು. xyxy=(746,1653,923,1689)
verse-line: ಪಂಚಮಸಾಲಿ ಸಮುದಾಯದಿಂದ xyxy=(48,307,190,322)
market-rate-row xyxy=(1254,1046,1486,1067)
commodity-name: ದಪ್ಪ ಮೆ.ಕಾಯಿ xyxy=(1254,861,1319,877)
tv-show-cast: ಶಂಕರ್‌ನಾಗ್, ಸುಮನ್ ರಂಗನಾಥ್ xyxy=(218,1713,359,1727)
verse-line: ಇದೊಂದು ಬೇರೆ ತಂದಿತು ಸರ್ಕಾರಕ್ಕೆ ತಲೆನೋವ xyxy=(48,373,256,390)
commodity-price-range: 2000-4000 xyxy=(1418,1025,1486,1043)
tv-channel-name: ಜೀ ಪಿಕ್ಚರ್ xyxy=(263,1157,314,1175)
commodity-name: ಮೂಲಂಗಿ xyxy=(1254,1067,1298,1083)
article-paragraph: ಯನ್ನು ಸೃಷ್ಟಿ ಮಾಡುವ ನಿಟ್ಟಿನಲ್ಲಿ ಕಂದಾಯ ಇಲಾಖೆ ಅಧಿಕಾರಿಗಳ ಸಹಕಾರದೊಂದಿಗೆ ಸರ್ವೆ ನಂಬರ್ ೨ ರ ಬಂಗಾರದ ಗಣಿಯ ೬೬೦ ಎಕರೆ ಜಮೀನನ್ನು ಗುರುತಿಸಲಾಗಿದೆ. xyxy=(776,1736,938,1849)
commodity-name: ಸೌತೆಕಾಯಿ xyxy=(1254,964,1299,980)
market-rate-row xyxy=(1254,1025,1486,1046)
article-malur-headline: ಮಾಲೂರಿನಲ್ಲಿ ಮಹಿಳೆಯ ದಾರುಣ ಹತ್ಯೆ xyxy=(1168,2100,1448,2125)
tv-show-film: ಅಗ್ನಿಸಾಕ್ಷಿ xyxy=(265,1352,313,1371)
good-word-body: ಯಾವಾಗಲೂ ವಿದ್ಯೆ, ಆಚಾರ ಇವುಗಳಲ್ಲಿ ಉತ್ತಮರಾದವರೊಡನೆ ಹೆಣ್ಣುಕೊಟ್ಟು ತರುವ ಸಂಬಂಧಗಳನ್ನು ಬೆಳೆಸಿ ತನ್ನ ಕುಲವನ್ನು ಉತ್ತಮಗೊಳಿಸಿಕೊಳ್ಳಬಹುದು, ಅಧಮರನ್ನು ಬಿಟ್ಟು ಬಿಡಬೇಕು. xyxy=(28,101,365,161)
market-rate-row xyxy=(1254,819,1486,840)
todays-programmes-box xyxy=(14,436,379,2415)
article-aadhaar-body xyxy=(774,891,1232,1234)
tv-show-time: ಇಂದು ಬೆಳಿಗ್ಗೆ ೧೦ ಘಂಟೆಗೆ xyxy=(233,1078,344,1093)
tv-show-cast: ಶಂಕರ್‌ನಾಗ್ xyxy=(262,1981,315,1996)
verse-lines xyxy=(28,303,365,393)
briefs-headline: ಸಂಕ್ಷಿಪ್ತ ವಾರ್ತಾ ಚಿತ್ರಲಹರಿ xyxy=(1187,1239,1429,1270)
programme-place: ಸಾಹಿತ್ಯಕೂಟದಲ್ಲಿ xyxy=(71,1245,148,1261)
article-paragraph: ಕಾರ್ಮಿಕರಾದ ಶ್ರೀನಿವಾಸ್ ಹಾಗೂ ಸಂತೋಷ ಎಂಬುವರು ಮನೆಯ ನಿರ್ಮಾಣ ಕೆಲಸ ಮಾಡುತ್ತಿದ್ದು, ಕೆಲವೊಮ್ಮೆ ಇಬ್ಬರೂ ಅಲ್ಲಿಯೇ ಉಳಿದುಕೊಳ್ಳುತ್ತಿದ್ದರು. ಕಟ್ಟಡದಲ್ಲೇ ಕೆಲಸ ಮಾಡುತ್ತಿದ್ದ ಯಶೋದಾ ಅವರನ್ನು ಮೊದಲನೇ ಅಂತಸ್ತಿನಲ್ಲಿ ಕೊಲೆ ಮಾಡಿ, ಮೆಟ್ಟಿಲು ಕೆಳಗೆ ಶವ ಬಚ್ಚಿಟ್ಟು ಸಂತೋಷ ಪರಾರಿಯಾಗಿದ್ದಾನೆ ಎನ್ನಲಾಗಿದೆ. xyxy=(1117,2226,1499,2305)
photo-poultry-protest xyxy=(389,1746,768,2088)
tv-channel xyxy=(206,619,371,951)
tv-show-film: ಸತ್ಯಜ್ವಾಲೆ xyxy=(262,1755,315,1775)
tv-show-film: ಕಾಡಿನರಾಜ xyxy=(258,1199,319,1218)
cricket-score-lede: ಭಾರತ ೩ ವಿಕೆಟ್‌ಗೆ ೨೩೦ xyxy=(1133,50,1221,89)
tv-show-cast: ದರ್ಶನ್, ಅಭಿರಾಮಿ xyxy=(247,761,330,776)
tv-show-cast: ರವಿಚಂದ್ರನ್, ಅಮಲ ಭಾರತಿ, ದೇವರಾಜ್ xyxy=(228,915,349,949)
tv-guide xyxy=(206,490,371,2406)
tv-show-time: ಇಂದು ರಾತ್ರಿ ೧೧ ಘಂಟೆಗೆ xyxy=(236,871,341,886)
tv-channel xyxy=(206,959,371,1139)
programmes-divider xyxy=(199,487,200,2407)
programmes-lead-title: ಬೆ.ವಿ.ಕಂ ಗ್ರಾಹಕ ಸಂವಾದ ಸಭೆ xyxy=(31,493,188,511)
commodity-name: ಬಜ್ಜಿ ಮೆ.ಕಾಯಿ xyxy=(1254,943,1320,959)
verse-line: ಒಳ ಮೀಸಲಾತಿ ಬೇಡಿಕೆಯ ಜೊತೆಯಲ್ಲಿ xyxy=(48,351,220,367)
programme-item xyxy=(25,1245,194,1426)
article-paragraph: ಮತ್ತಷ್ಟು ಜನಸ್ನೇಹಿಯನ್ನಾಗಿಸುವ ಸಲುವಾಗಿ ಎನಿವೇರ್ ನೋಂದಣಿ ವ್ಯವಸ್ಥೆಗೆ ಚಾಲನೆ ನೀಡಲಾಗಿದೆ. xyxy=(1086,894,1232,951)
article-paragraph: ಅಪೂರ್ಣ ಮತ್ತು ಸರಿಯಾದ ದಾಖಲೆಗಳಿಲ್ಲದ ಅರ್ಜಿಗಳನ್ನು ಪರಿಗಣಿಸಲಾಗುವುದಿಲ್ಲ ಎಂದು ಜಿಲ್ಲಾ ವಕ್ಕಿಕುಲ ಕ್ಷತ್ರಿಯ ಸಂಘದ ಅಧ್ಯಕ್ಷ ಎಂ. ಉದಯಕುಮಾರ್ ಅವರು ತಿಳಿಸಿದ್ದಾರೆ. xyxy=(388,882,552,1000)
tv-show-time: ಇಂದು ಸಂಜೆ ೬ ಘಂಟೆಗೆ xyxy=(238,1399,339,1415)
tv-show-time: ಇಂದು ಮ. ೧೨ ಘಂಟೆಗೆ xyxy=(237,1246,340,1261)
